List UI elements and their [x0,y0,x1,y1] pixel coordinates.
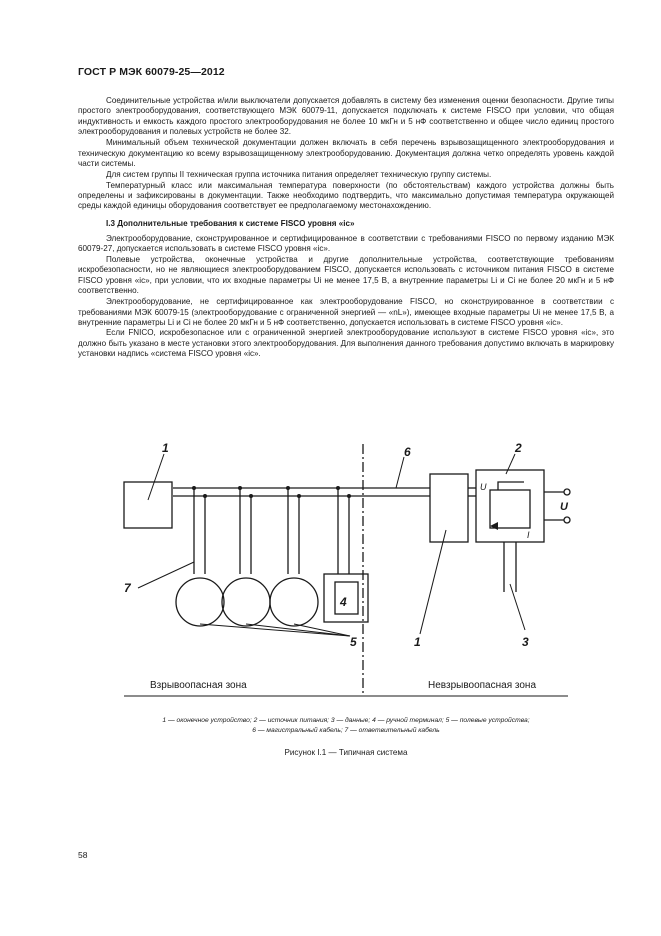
document-body [78,96,614,359]
leader-7 [138,562,194,588]
page-number: 58 [78,850,88,860]
paragraph-4: Температурный класс или максимальная температура поверхности (по обстоятельствам) каждого устройства должны быть определены и зафиксированы в документации. Также необходимо подтвердить, что максимально допустимая температура окружающей среды каждой единицы оборудования соответствует ее предполагаемому местонахождению. [78,180,614,211]
junction-dot [249,494,253,498]
power-supply-box [476,470,544,542]
figure-caption: Рисунок I.1 — Типичная система [284,748,408,757]
field-device-2 [222,578,270,626]
output-terminal-lower [564,517,570,523]
leader-6 [396,457,404,488]
field-device-3 [270,578,318,626]
section-paragraph-3: Электрооборудование, не сертифицированное как электрооборудование FISCO, но сконструированное в соответствии с требованиями МЭК 60079-15 (электрооборудование с ограниченной энергией — «nL»), имеющее входные параметры Ui не менее 17,5 В, а внутренние параметры Li и Ci не более 20 мкГн и 5 нФ соответственно, допускается использовать в системе FISCO уровня «ic». [78,297,614,327]
section-heading: I.3 Дополнительные требования к системе FISCO уровня «ic» [106,218,355,228]
label-3: 3 [522,635,529,649]
label-1-bottom: 1 [414,635,421,649]
label-u-output: U [560,501,568,513]
leader-1-top [148,454,164,500]
zone-hazardous-label: Взрывоопасная зона [150,680,247,691]
safe-area-box [430,474,468,542]
power-supply-trace [498,482,524,490]
junction-dot [297,494,301,498]
leader-5-a [200,624,350,636]
section-paragraph-4: Если FNICO, искробезопасное или с ограниченной энергией электрооборудование используют в системе FISCO уровня «ic», это должно быть указано в месте установки этого электрооборудования. Для выполнения данного требования допустимо включать в маркировку установки надпись «система FISCO уровня «ic». [78,328,614,358]
label-2: 2 [515,441,522,455]
junction-dot [336,486,340,490]
label-5: 5 [350,635,357,649]
paragraph-2: Минимальный объем технической документации должен включать в себя перечень взрывозащищенного электрооборудования и техническую документацию ко всему взрывозащищенному электрооборудованию. Документация должна четко определять уровень каждой части системы. [78,138,614,169]
label-1-top: 1 [162,441,169,455]
paragraph-1: Соединительные устройства и/или выключатели допускается добавлять в систему без изменения оценки безопасности. Другие типы простого электрооборудования, соответствующего МЭК 60079-11, допускается подключать к системе FISCO при условии, что общая индуктивность и емкость каждого простого электрооборудования не более 10 мкГн и 5 нФ соответственно и общее число единиц простого электрооборудования и полевых устройств не более 32. [78,96,614,137]
leader-2 [506,454,515,474]
power-supply-arrow [490,522,498,530]
leader-1-bottom [420,530,446,634]
figure-legend [78,716,614,736]
junction-dot [203,494,207,498]
output-terminal-upper [564,489,570,495]
paragraph-3: Для систем группы II техническая группа источника питания определяет техническую группу системы. [106,170,492,180]
junction-dot [286,486,290,490]
diagram-svg [78,434,614,714]
field-device-1 [176,578,224,626]
label-4: 4 [340,595,347,609]
section-paragraph-2: Полевые устройства, оконечные устройства и другие дополнительные устройства, соответствующие требованиям искробезопасности, но не являющиеся электрооборудованием FISCO, допускается использовать с источником питания FISCO в системе FISCO уровня «ic», при условии, что их входные параметры Ui не менее 17,5 В, а внутренние параметры Li и Ci не более 20 мкГн и 5 нФ соответственно. [78,254,614,295]
junction-dot [347,494,351,498]
label-7: 7 [124,581,131,595]
zone-safe-label: Невзрывоопасная зона [428,680,537,691]
junction-dot [192,486,196,490]
leader-3 [510,584,525,630]
label-6: 6 [404,445,411,459]
power-supply-inner [490,490,530,528]
document-header: ГОСТ Р МЭК 60079-25—2012 [78,66,225,78]
terminator-box [124,482,172,528]
label-u-inner: U [480,482,487,492]
junction-dot [238,486,242,490]
legend-line-2: 6 — магистральный кабель; 7 — ответвительный кабель [252,727,440,734]
label-i-inner: I [527,530,530,540]
system-diagram [78,434,614,714]
legend-line-1: 1 — оконечное устройство; 2 — источник питания; 3 — данные; 4 — ручной терминал; 5 — полевые устройства; [162,717,530,724]
section-paragraph-1: Электрооборудование, сконструированное и сертифицированное в соответствии с требованиями FISCO по первому изданию МЭК 60079-27, допускается использовать в системе FISCO уровня «ic». [78,234,614,254]
